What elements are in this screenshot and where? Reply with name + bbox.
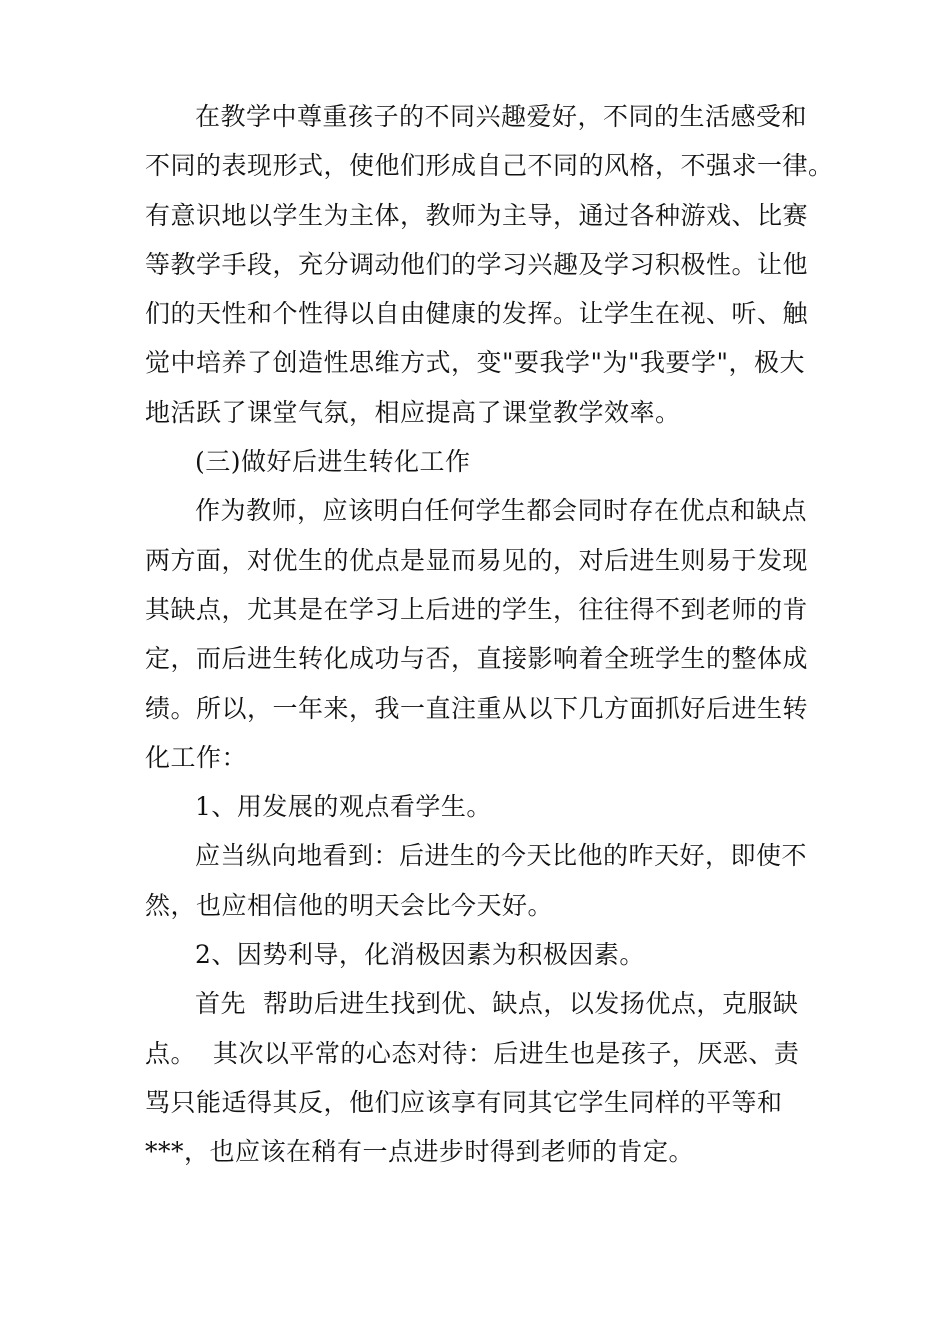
text-line: 觉中培养了创造性思维方式，变"要我学"为"我要学"，极大 bbox=[145, 348, 805, 378]
paragraph bbox=[145, 831, 810, 930]
text-line: 作为教师，应该明白任何学生都会同时存在优点和缺点 bbox=[195, 496, 808, 526]
section-heading bbox=[145, 437, 810, 486]
section-heading-text: (三)做好后进生转化工作 bbox=[195, 447, 471, 477]
document-page bbox=[145, 92, 834, 1177]
text-line: 地活跃了课堂气氛，相应提高了课堂教学效率。 bbox=[145, 397, 681, 427]
list-item-heading-text: 2、因势利导，化消极因素为积极因素。 bbox=[195, 940, 645, 970]
text-line: ***，也应该在稍有一点进步时得到老师的肯定。 bbox=[145, 1137, 695, 1167]
text-line: 等教学手段，充分调动他们的学习兴趣及学习积极性。让他 bbox=[145, 249, 809, 279]
text-line: 应当纵向地看到：后进生的今天比他的昨天好，即使不 bbox=[195, 841, 808, 871]
text-line: 化工作： bbox=[145, 742, 248, 772]
text-line: 不同的表现形式，使他们形成自己不同的风格，不强求一律。 bbox=[145, 151, 834, 181]
text-line: 其缺点，尤其是在学习上后进的学生，往往得不到老师的肯 bbox=[145, 594, 809, 624]
text-line: 然，也应相信他的明天会比今天好。 bbox=[145, 890, 554, 920]
text-line: 们的天性和个性得以自由健康的发挥。让学生在视、听、触 bbox=[145, 299, 809, 329]
text-line: 首先 帮助后进生找到优、缺点，以发扬优点，克服缺 bbox=[195, 989, 799, 1019]
list-item-heading-text: 1、用发展的观点看学生。 bbox=[195, 792, 492, 822]
text-line: 骂只能适得其反，他们应该享有同其它学生同样的平等和 bbox=[145, 1087, 783, 1117]
paragraph bbox=[145, 486, 810, 782]
text-line: 两方面，对优生的优点是显而易见的，对后进生则易于发现 bbox=[145, 545, 809, 575]
list-item-heading bbox=[145, 930, 810, 979]
text-line: 绩。所以，一年来，我一直注重从以下几方面抓好后进生转 bbox=[145, 693, 809, 723]
paragraph bbox=[145, 979, 810, 1176]
text-line: 定，而后进生转化成功与否，直接影响着全班学生的整体成 bbox=[145, 644, 809, 674]
paragraph bbox=[145, 92, 834, 437]
text-line: 在教学中尊重孩子的不同兴趣爱好，不同的生活感受和 bbox=[195, 102, 808, 131]
text-line: 点。 其次以平常的心态对待：后进生也是孩子，厌恶、责 bbox=[145, 1038, 800, 1068]
text-line: 有意识地以学生为主体，教师为主导，通过各种游戏、比赛 bbox=[145, 200, 809, 230]
list-item-heading bbox=[145, 782, 810, 831]
